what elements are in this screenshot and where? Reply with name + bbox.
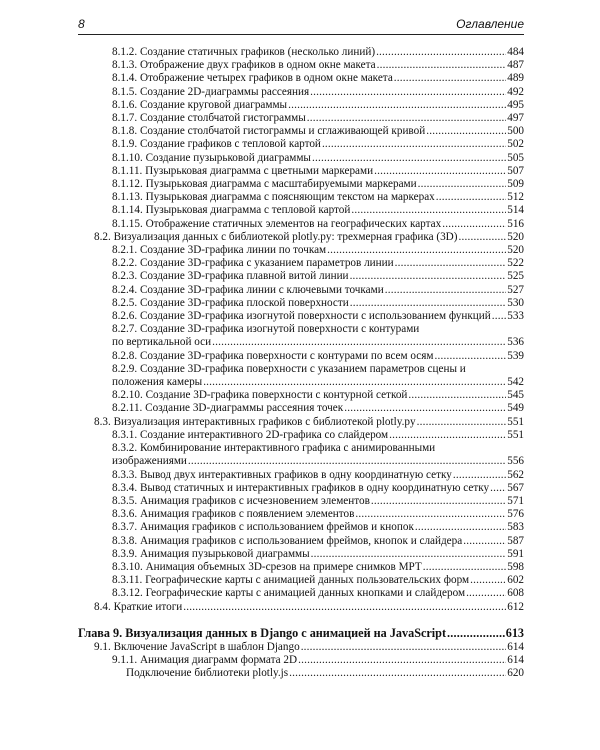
toc-entry-page-number: 530 xyxy=(507,296,524,309)
dot-leader xyxy=(371,495,506,508)
toc-entry-title: 8.4. Краткие итоги xyxy=(94,600,183,613)
dot-leader xyxy=(426,125,506,138)
toc-entry-title: Глава 9. Визуализация данных в Django с анимацией на JavaScript xyxy=(78,625,447,640)
toc-entry-leader-line xyxy=(112,521,524,534)
toc-entry-page-number: 620 xyxy=(507,667,524,680)
toc-entry-title: 8.3.6. Анимация графиков с появлением элементов xyxy=(112,508,355,521)
toc-entry-page-number: 612 xyxy=(507,600,524,613)
dot-leader xyxy=(327,244,506,257)
toc-entry-leader-line xyxy=(112,204,524,217)
toc-entry-title: 8.1.14. Пузырьковая диаграмма с тепловой картой xyxy=(112,204,351,217)
dot-leader xyxy=(376,46,506,59)
toc-entry[interactable] xyxy=(78,46,524,59)
toc-entry-title: 8.1.2. Создание статичных графиков (несколько линий) xyxy=(112,46,376,58)
toc-entry-page-number: 520 xyxy=(507,244,524,257)
dot-leader xyxy=(377,59,507,72)
toc-entry[interactable] xyxy=(78,535,524,548)
toc-entry-title-line: 8.2.7. Создание 3D-графика изогнутой поверхности с контурами xyxy=(112,323,420,336)
dot-leader xyxy=(492,310,506,323)
toc-entry-title: 8.2.1. Создание 3D-графика линии по точкам xyxy=(112,244,327,257)
toc-entry-title: 8.2. Визуализация данных с библиотекой plotly.py: трехмерная графика (3D) xyxy=(94,230,458,243)
toc-entry-leader-line xyxy=(112,429,524,442)
toc-entry[interactable] xyxy=(78,178,524,191)
toc-entry-page-number: 520 xyxy=(507,230,524,243)
toc-entry[interactable] xyxy=(78,59,524,72)
toc-chapter-entry[interactable] xyxy=(78,626,524,641)
toc-entry-title: 8.2.11. Создание 3D-диаграммы рассеяния точек xyxy=(112,402,344,415)
toc-entry-title: 8.3.7. Анимация графиков с использованием фреймов и кнопок xyxy=(112,521,414,534)
toc-entry[interactable] xyxy=(78,601,524,614)
dot-leader xyxy=(389,429,506,442)
toc-entry-page-number: 608 xyxy=(507,587,524,600)
toc-entry-page-number: 576 xyxy=(507,508,524,521)
toc-entry-leader-line xyxy=(112,508,524,521)
toc-entry-title-line: 8.3.2. Комбинирование интерактивного графика с анимированными xyxy=(112,442,436,455)
dot-leader xyxy=(385,284,507,297)
dot-leader xyxy=(470,574,506,587)
toc-entry[interactable] xyxy=(78,138,524,151)
dot-leader xyxy=(289,667,506,680)
toc-entry-leader-line xyxy=(112,257,524,270)
toc-entry-leader-line xyxy=(112,99,524,112)
toc-entry[interactable] xyxy=(78,310,524,323)
toc-entry[interactable] xyxy=(78,204,524,217)
toc-entry[interactable] xyxy=(78,389,524,402)
toc-entry-title: Подключение библиотеки plotly.js xyxy=(126,667,289,680)
dot-leader xyxy=(453,469,506,482)
toc-entry-leader-line xyxy=(112,270,524,283)
toc-entry-leader-line xyxy=(112,72,524,85)
toc-entry-title: 8.3.3. Вывод двух интерактивных графиков в одну координатную сетку xyxy=(112,468,452,481)
toc-entry-title: 8.2.3. Создание 3D-графика плавной витой линии xyxy=(112,270,349,283)
dot-leader xyxy=(188,455,506,468)
toc-entry[interactable] xyxy=(78,469,524,482)
dot-leader xyxy=(322,138,506,151)
toc-entry-leader-line xyxy=(112,152,524,165)
dot-leader xyxy=(408,389,506,402)
toc-entry-title: 8.2.6. Создание 3D-графика изогнутой поверхности с использованием функций xyxy=(112,310,491,323)
dot-leader xyxy=(436,191,506,204)
toc-entry[interactable] xyxy=(78,574,524,587)
toc-entry-page-number: 527 xyxy=(507,283,524,296)
toc-entry[interactable] xyxy=(78,402,524,415)
toc-entry-title: 8.3.9. Анимация пузырьковой диаграммы xyxy=(112,547,310,560)
toc-entry-title: 8.1.5. Создание 2D-диаграммы рассеяния xyxy=(112,85,310,98)
toc-entry-page-number: 536 xyxy=(507,336,524,349)
table-of-contents xyxy=(78,46,524,680)
toc-entry-leader-line xyxy=(112,548,524,561)
dot-leader xyxy=(417,416,507,429)
toc-entry-page-number: 484 xyxy=(507,46,524,58)
dot-leader xyxy=(212,336,506,349)
toc-entry-leader-line xyxy=(112,402,524,415)
toc-entry-leader-line xyxy=(112,350,524,363)
toc-entry[interactable] xyxy=(78,72,524,85)
toc-entry[interactable] xyxy=(78,191,524,204)
toc-entry[interactable] xyxy=(78,548,524,561)
toc-entry-leader-line xyxy=(112,178,524,191)
toc-entry[interactable] xyxy=(78,363,524,389)
toc-entry-leader-line xyxy=(112,244,524,257)
toc-entry-page-number: 562 xyxy=(507,468,524,481)
dot-leader xyxy=(466,587,506,600)
toc-entry[interactable] xyxy=(78,231,524,244)
toc-entry-leader-line xyxy=(112,138,524,151)
toc-entry-title-line: 8.2.9. Создание 3D-графика поверхности с указанием параметров сцены и xyxy=(112,362,466,375)
toc-entry-title: 8.1.10. Создание пузырьковой диаграммы xyxy=(112,151,311,164)
toc-entry-leader-line xyxy=(112,284,524,297)
dot-leader xyxy=(447,626,505,641)
toc-entry-page-number: 522 xyxy=(507,257,524,270)
toc-entry-title: 8.1.6. Создание круговой диаграммы xyxy=(112,98,288,111)
toc-entry[interactable] xyxy=(78,257,524,270)
toc-entry[interactable] xyxy=(78,284,524,297)
toc-entry[interactable] xyxy=(78,654,524,667)
toc-entry-leader-line xyxy=(112,218,524,231)
toc-entry-page-number: 591 xyxy=(507,547,524,560)
toc-entry-title: 9.1. Включение JavaScript в шаблон Django xyxy=(94,640,300,653)
toc-entry-leader-line xyxy=(112,654,524,667)
toc-entry-title: 8.1.15. Отображение статичных элементов на географических картах xyxy=(112,217,442,230)
toc-entry-title: 8.3.11. Географические карты с анимацией данных пользовательских форм xyxy=(112,574,470,587)
toc-entry[interactable] xyxy=(78,152,524,165)
toc-entry-leader-line xyxy=(78,626,524,641)
dot-leader xyxy=(183,601,506,614)
toc-entry-page-number: 492 xyxy=(507,85,524,98)
toc-entry-leader-line xyxy=(112,125,524,138)
toc-entry-title: 8.3. Визуализация интерактивных графиков с библиотекой plotly.py xyxy=(94,415,416,428)
toc-entry-title: 8.2.10. Создание 3D-графика поверхности с контурной сеткой xyxy=(112,389,408,402)
toc-entry[interactable] xyxy=(78,482,524,495)
toc-entry-leader-line xyxy=(94,231,524,244)
toc-entry[interactable] xyxy=(78,521,524,534)
header-section-title: Оглавление xyxy=(456,17,524,31)
toc-entry-leader-line xyxy=(112,46,524,59)
toc-entry-title: 8.2.4. Создание 3D-графика линии с ключевыми точками xyxy=(112,283,384,296)
toc-entry-page-number: 571 xyxy=(507,494,524,507)
dot-leader xyxy=(458,231,506,244)
dot-leader xyxy=(463,535,506,548)
toc-entry[interactable] xyxy=(78,165,524,178)
toc-entry-title: 8.1.12. Пузырьковая диаграмма с масштабируемыми маркерами xyxy=(112,178,417,191)
toc-entry[interactable] xyxy=(78,125,524,138)
toc-entry-page-number: 613 xyxy=(505,625,524,640)
toc-entry[interactable] xyxy=(78,244,524,257)
running-header xyxy=(78,16,524,35)
toc-entry-title: 8.3.12. Географические карты с анимацией данных кнопками и слайдером xyxy=(112,587,466,600)
toc-entry-title: положения камеры xyxy=(112,376,203,389)
toc-entry-page-number: 497 xyxy=(507,112,524,125)
toc-entry-title: 8.1.4. Отображение четырех графиков в одном окне макета xyxy=(112,72,393,85)
toc-entry-page-number: 512 xyxy=(507,191,524,204)
toc-entry-leader-line xyxy=(112,469,524,482)
dot-leader xyxy=(311,548,507,561)
toc-entry-title: 8.2.2. Создание 3D-графика с указанием параметров линии xyxy=(112,257,394,270)
toc-entry[interactable] xyxy=(78,508,524,521)
toc-entry-page-number: 514 xyxy=(507,204,524,217)
toc-entry-title: 8.3.5. Анимация графиков с исчезновением элементов xyxy=(112,494,370,507)
dot-leader xyxy=(374,165,506,178)
toc-entry[interactable] xyxy=(78,86,524,99)
dot-leader xyxy=(442,218,506,231)
toc-entry-page-number: 500 xyxy=(507,125,524,138)
toc-entry-page-number: 583 xyxy=(507,521,524,534)
dot-leader xyxy=(415,521,506,534)
toc-entry[interactable] xyxy=(78,416,524,429)
toc-entry-title: 8.1.13. Пузырьковая диаграмма с поясняющим текстом на маркерах xyxy=(112,191,435,204)
toc-entry-leader-line xyxy=(112,112,524,125)
toc-entry-title: изображениями xyxy=(112,455,187,468)
toc-entry-leader-line xyxy=(112,535,524,548)
toc-entry-page-number: 507 xyxy=(507,164,524,177)
toc-entry-page-number: 556 xyxy=(507,455,524,468)
toc-entry-page-number: 505 xyxy=(507,151,524,164)
dot-leader xyxy=(312,152,506,165)
toc-entry-page-number: 487 xyxy=(507,59,524,72)
dot-leader xyxy=(434,350,506,363)
toc-entry-page-number: 495 xyxy=(507,98,524,111)
toc-entry-leader-line xyxy=(126,667,524,680)
toc-entry-page-number: 533 xyxy=(507,310,524,323)
toc-entry-page-number: 551 xyxy=(507,415,524,428)
dot-leader xyxy=(288,99,506,112)
toc-entry-leader-line xyxy=(112,297,524,310)
toc-entry[interactable] xyxy=(78,99,524,112)
toc-entry[interactable] xyxy=(78,297,524,310)
toc-entry-title: 8.1.3. Отображение двух графиков в одном окне макета xyxy=(112,59,376,72)
toc-entry-leader-line xyxy=(112,336,524,349)
toc-entry[interactable] xyxy=(78,587,524,600)
dot-leader xyxy=(307,112,506,125)
toc-entry-page-number: 598 xyxy=(507,560,524,573)
toc-entry-leader-line xyxy=(112,86,524,99)
toc-entry-title: 8.1.7. Создание столбчатой гистограммы xyxy=(112,112,306,125)
header-page-number: 8 xyxy=(78,17,85,31)
dot-leader xyxy=(344,402,506,415)
dot-leader xyxy=(298,654,506,667)
toc-entry-leader-line xyxy=(112,455,524,468)
toc-entry-leader-line xyxy=(112,574,524,587)
toc-entry-page-number: 549 xyxy=(507,402,524,415)
toc-entry[interactable] xyxy=(78,218,524,231)
toc-entry-leader-line xyxy=(112,587,524,600)
toc-entry-title: 8.3.1. Создание интерактивного 2D-графика со слайдером xyxy=(112,428,389,441)
toc-entry-title: 8.1.8. Создание столбчатой гистограммы и сглаживающей кривой xyxy=(112,125,426,138)
toc-entry-leader-line xyxy=(112,165,524,178)
toc-entry-leader-line xyxy=(112,389,524,402)
dot-leader xyxy=(490,482,506,495)
toc-entry-page-number: 614 xyxy=(507,640,524,653)
toc-entry-page-number: 567 xyxy=(507,481,524,494)
toc-entry[interactable] xyxy=(78,429,524,442)
dot-leader xyxy=(301,641,507,654)
toc-entry-leader-line xyxy=(112,495,524,508)
dot-leader xyxy=(310,86,506,99)
toc-entry-page-number: 545 xyxy=(507,389,524,402)
toc-entry-leader-line xyxy=(112,482,524,495)
toc-entry-page-number: 587 xyxy=(507,534,524,547)
toc-entry-leader-line xyxy=(112,561,524,574)
toc-entry-title: по вертикальной оси xyxy=(112,336,212,349)
toc-entry[interactable] xyxy=(78,667,524,680)
chapter-spacer xyxy=(78,614,524,626)
dot-leader xyxy=(350,270,507,283)
toc-entry[interactable] xyxy=(78,561,524,574)
dot-leader xyxy=(351,204,506,217)
dot-leader xyxy=(203,376,506,389)
dot-leader xyxy=(423,561,506,574)
toc-entry-page-number: 602 xyxy=(507,574,524,587)
toc-entry[interactable] xyxy=(78,350,524,363)
toc-entry-leader-line xyxy=(112,376,524,389)
dot-leader xyxy=(395,257,507,270)
toc-entry-page-number: 539 xyxy=(507,349,524,362)
toc-entry[interactable] xyxy=(78,270,524,283)
toc-entry-leader-line xyxy=(112,310,524,323)
toc-entry[interactable] xyxy=(78,323,524,349)
toc-entry-leader-line xyxy=(94,416,524,429)
toc-entry-title: 8.2.5. Создание 3D-графика плоской поверхности xyxy=(112,296,349,309)
dot-leader xyxy=(418,178,507,191)
toc-entry-leader-line xyxy=(112,191,524,204)
toc-entry-title: 8.3.4. Вывод статичных и интерактивных графиков в одну координатную сетку xyxy=(112,481,490,494)
toc-entry-title: 8.3.10. Анимация объемных 3D-срезов на примере снимков МРТ xyxy=(112,560,422,573)
toc-entry-title: 8.1.11. Пузырьковая диаграмма с цветными маркерами xyxy=(112,164,374,177)
toc-entry-leader-line xyxy=(112,59,524,72)
toc-entry-leader-line xyxy=(94,601,524,614)
toc-entry-title: 8.1.9. Создание графиков с тепловой картой xyxy=(112,138,321,151)
toc-entry-page-number: 502 xyxy=(507,138,524,151)
toc-entry[interactable] xyxy=(78,442,524,468)
toc-entry-title: 8.3.8. Анимация графиков с использованием фреймов, кнопок и слайдера xyxy=(112,534,463,547)
toc-entry-page-number: 489 xyxy=(507,72,524,85)
toc-entry-leader-line xyxy=(94,641,524,654)
dot-leader xyxy=(355,508,506,521)
toc-entry[interactable] xyxy=(78,641,524,654)
dot-leader xyxy=(394,72,506,85)
toc-entry-page-number: 525 xyxy=(507,270,524,283)
toc-entry-page-number: 509 xyxy=(507,178,524,191)
toc-entry-page-number: 542 xyxy=(507,376,524,389)
toc-entry-title: 8.2.8. Создание 3D-графика поверхности с контурами по всем осям xyxy=(112,349,434,362)
toc-entry-page-number: 614 xyxy=(507,653,524,666)
toc-entry-title: 9.1.1. Анимация диаграмм формата 2D xyxy=(112,653,298,666)
toc-entry[interactable] xyxy=(78,495,524,508)
toc-entry-page-number: 516 xyxy=(507,217,524,230)
toc-entry-page-number: 551 xyxy=(507,428,524,441)
dot-leader xyxy=(350,297,506,310)
toc-entry[interactable] xyxy=(78,112,524,125)
